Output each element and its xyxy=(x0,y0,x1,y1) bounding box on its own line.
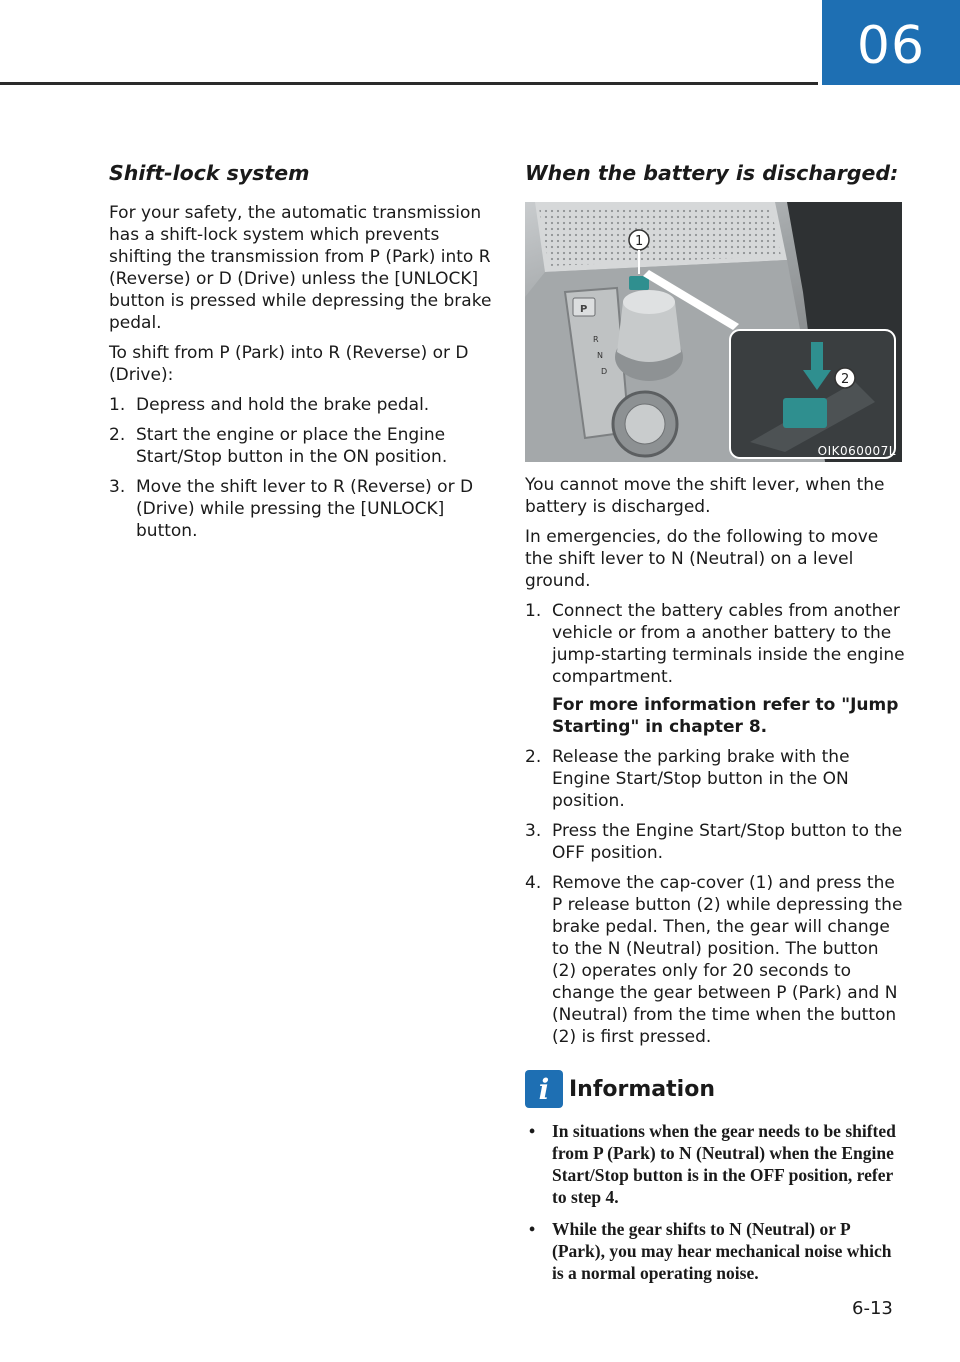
gear-letter-r: R xyxy=(593,335,599,344)
step-number: 1. xyxy=(109,395,126,415)
step-number: 3. xyxy=(109,477,126,497)
shift-lever-figure xyxy=(525,202,902,462)
step-list xyxy=(109,394,494,542)
gear-letter-d: D xyxy=(601,367,608,376)
step-text: Move the shift lever to R (Reverse) or D (Drive) while pressing the [UNLOCK] button. xyxy=(136,477,474,541)
information-header xyxy=(525,1070,905,1108)
header-rule xyxy=(0,82,818,85)
chapter-tab: 06 xyxy=(822,0,960,85)
list-item xyxy=(109,394,494,416)
step-number: 3. xyxy=(525,821,542,841)
paragraph: In emergencies, do the following to move the shift lever to N (Neutral) on a level ground. xyxy=(525,527,879,591)
gear-letter-p: P xyxy=(580,304,588,315)
step-number: 2. xyxy=(109,425,126,445)
list-item xyxy=(525,820,905,864)
list-item: • In situations when the gear needs to be shifted from P (Park) to N (Neutral) when the Engine Start/Stop button is in the OFF position, refer to step 4. xyxy=(525,1120,905,1208)
list-item xyxy=(109,476,494,542)
step-number: 4. xyxy=(525,873,542,893)
step-text: Press the Engine Start/Stop button to the OFF position. xyxy=(552,821,903,863)
list-item xyxy=(525,872,905,1048)
section-title-shift-lock: Shift-lock system xyxy=(109,161,310,185)
step-text: Remove the cap-cover (1) and press the P release button (2) while depressing the brake pedal. Then, the gear will change to the N (Neutral) position. The button (2) operates only for 20 seconds to change the gear between P (Park) and N (Neutral) from the time when the button (2) is first pressed. xyxy=(552,873,903,1047)
information-title: Information xyxy=(569,1076,715,1102)
step-number: 2. xyxy=(525,747,542,767)
gear-letter-n: N xyxy=(597,351,603,360)
list-item xyxy=(525,600,905,738)
step-text: Release the parking brake with the Engine Start/Stop button in the ON position. xyxy=(552,747,850,811)
page-number: 6-13 xyxy=(852,1298,893,1319)
step-list xyxy=(525,600,905,1048)
callout-1-label: 1 xyxy=(635,234,644,249)
left-column xyxy=(109,158,494,550)
list-item: • While the gear shifts to N (Neutral) or P (Park), you may hear mechanical noise which is a normal operating noise. xyxy=(525,1218,905,1284)
step-number: 1. xyxy=(525,601,542,621)
list-item xyxy=(109,424,494,468)
step-note: For more information refer to "Jump Starting" in chapter 8. xyxy=(552,695,899,737)
information-list xyxy=(525,1120,905,1284)
info-icon: i xyxy=(525,1070,563,1108)
step-text: Depress and hold the brake pedal. xyxy=(136,395,430,415)
section-title-battery: When the battery is discharged: xyxy=(525,161,899,185)
paragraph: For your safety, the automatic transmission has a shift-lock system which prevents shifting the transmission from P (Park) into R (Reverse) or D (Drive) unless the [UNLOCK] button is pressed while depressing the brake pedal. xyxy=(109,203,492,333)
paragraph: You cannot move the shift lever, when the battery is discharged. xyxy=(525,475,885,517)
step-text: Connect the battery cables from another vehicle or from a another battery to the jump-starting terminals inside the engine compartment. xyxy=(552,601,905,687)
callout-2-label: 2 xyxy=(841,372,850,387)
right-column xyxy=(525,158,905,1294)
paragraph: To shift from P (Park) into R (Reverse) or D (Drive): xyxy=(109,343,469,385)
step-text: Start the engine or place the Engine Start/Stop button in the ON position. xyxy=(136,425,448,467)
shift-console-illustration xyxy=(525,202,902,462)
figure-code: OIK060007L xyxy=(817,444,896,458)
list-item xyxy=(525,746,905,812)
